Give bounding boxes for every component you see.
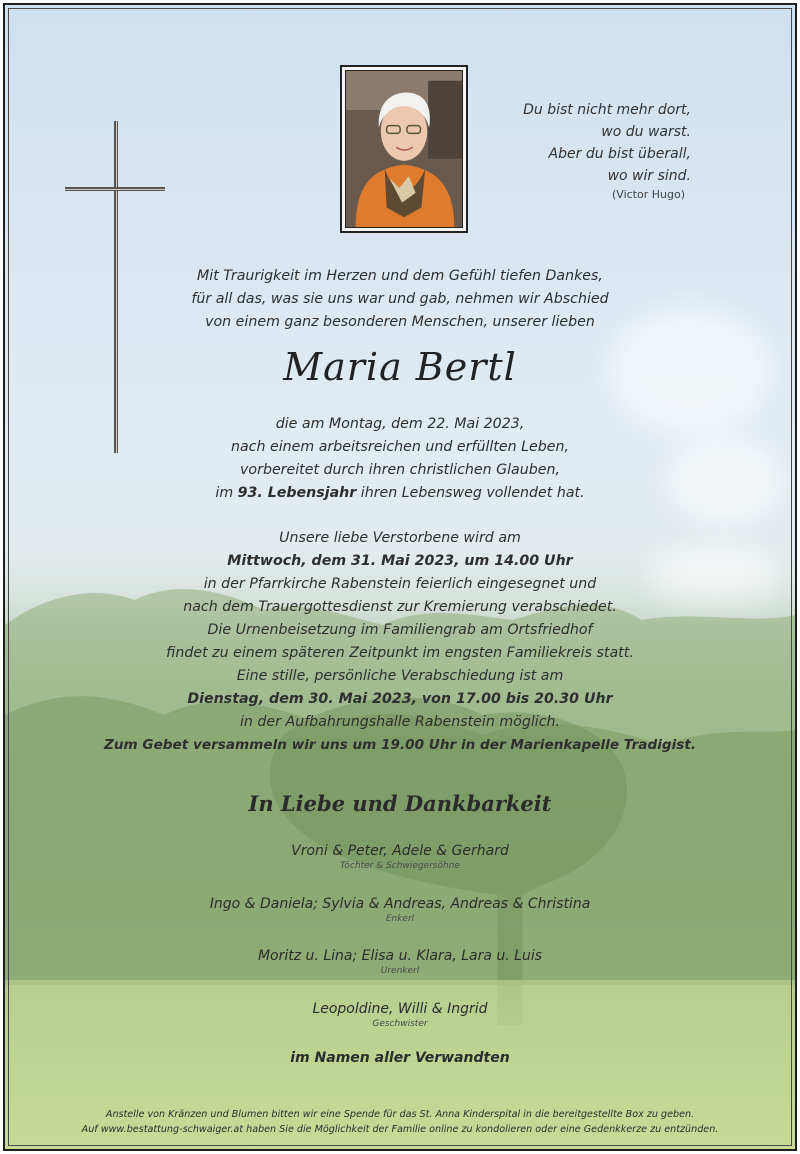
death-info xyxy=(5,413,795,505)
family-names: Vroni & Peter, Adele & Gerhard xyxy=(291,843,509,859)
family-names: Leopoldine, Willi & Ingrid xyxy=(312,1001,488,1017)
quote-block xyxy=(523,99,691,203)
age-highlight: 93. Lebensjahr xyxy=(237,485,357,501)
family-names: Moritz u. Lina; Elisa u. Klara, Lara u. Luis xyxy=(257,948,543,964)
obituary-card xyxy=(3,3,797,1151)
prayer-line xyxy=(5,734,795,757)
farewell-line: in der Aufbahrungshalle Rabenstein möglich. xyxy=(239,714,561,730)
family-group xyxy=(5,895,795,925)
farewell-date xyxy=(5,688,795,711)
dedication-heading: In Liebe und Dankbarkeit xyxy=(248,791,552,816)
family-names: Ingo & Daniela; Sylvia & Andreas, Andreas & Christina xyxy=(209,896,591,912)
funeral-date-text: Mittwoch, dem 31. Mai 2023, um 14.00 Uhr xyxy=(227,553,573,569)
funeral-info xyxy=(5,527,795,665)
funeral-line: Die Urnenbeisetzung im Familiengrab am Ortsfriedhof xyxy=(207,622,593,638)
footer-line: Anstelle von Kränzen und Blumen bitten wir eine Spende für das St. Anna Kinderspital in die bereitgestellte Box zu geben. xyxy=(105,1109,695,1120)
footer-note xyxy=(5,1107,795,1137)
funeral-date xyxy=(5,550,795,573)
death-text: ihren Lebensweg vollendet hat. xyxy=(356,485,585,501)
quote-author: (Victor Hugo) xyxy=(612,188,685,201)
quote-line: Du bist nicht mehr dort, xyxy=(523,102,691,118)
family-group xyxy=(5,842,795,872)
farewell-date-text: Dienstag, dem 30. Mai 2023, von 17.00 bis 20.30 Uhr xyxy=(187,691,613,707)
death-text: im xyxy=(215,485,238,501)
funeral-line: Unsere liebe Verstorbene wird am xyxy=(279,530,521,546)
intro-line: von einem ganz besonderen Menschen, unserer lieben xyxy=(205,314,595,330)
death-line xyxy=(5,482,795,505)
death-line: nach einem arbeitsreichen und erfüllten Leben, xyxy=(231,439,569,455)
prayer-text: Zum Gebet versammeln wir uns um 19.00 Uhr in der Marienkapelle Tradigist. xyxy=(104,737,696,753)
death-line: die am Montag, dem 22. Mai 2023, xyxy=(275,416,525,432)
quote-line: wo wir sind. xyxy=(607,168,691,184)
family-relation: Urenkerl xyxy=(380,966,420,976)
intro-line: für all das, was sie uns war und gab, nehmen wir Abschied xyxy=(191,291,609,307)
family-relation: Töchter & Schwiegersöhne xyxy=(340,861,460,871)
intro-line: Mit Traurigkeit im Herzen und dem Gefühl tiefen Dankes, xyxy=(197,268,603,284)
funeral-line: in der Pfarrkirche Rabenstein feierlich eingesegnet und xyxy=(203,576,597,592)
farewell-info xyxy=(5,665,795,757)
closing-line: im Namen aller Verwandten xyxy=(290,1050,510,1066)
family-relation: Geschwister xyxy=(372,1019,428,1029)
quote-line: Aber du bist überall, xyxy=(548,146,691,162)
intro-text xyxy=(5,265,795,334)
family-group xyxy=(5,1000,795,1030)
family-group xyxy=(5,947,795,977)
death-line: vorbereitet durch ihren christlichen Glauben, xyxy=(240,462,560,478)
portrait-photo xyxy=(345,70,463,228)
farewell-line: Eine stille, persönliche Verabschiedung ist am xyxy=(236,668,564,684)
funeral-line: nach dem Trauergottesdienst zur Kremierung verabschiedet. xyxy=(183,599,617,615)
funeral-line: findet zu einem späteren Zeitpunkt im engsten Familiekreis statt. xyxy=(166,645,634,661)
portrait-frame xyxy=(340,65,468,233)
quote-line: wo du warst. xyxy=(601,124,691,140)
footer-line: Auf www.bestattung-schwaiger.at haben Sie die Möglichkeit der Familie online zu kondolieren oder eine Gedenkkerze zu entzünden. xyxy=(81,1124,719,1135)
deceased-name: Maria Bertl xyxy=(283,345,517,389)
family-relation: Enkerl xyxy=(385,914,415,924)
